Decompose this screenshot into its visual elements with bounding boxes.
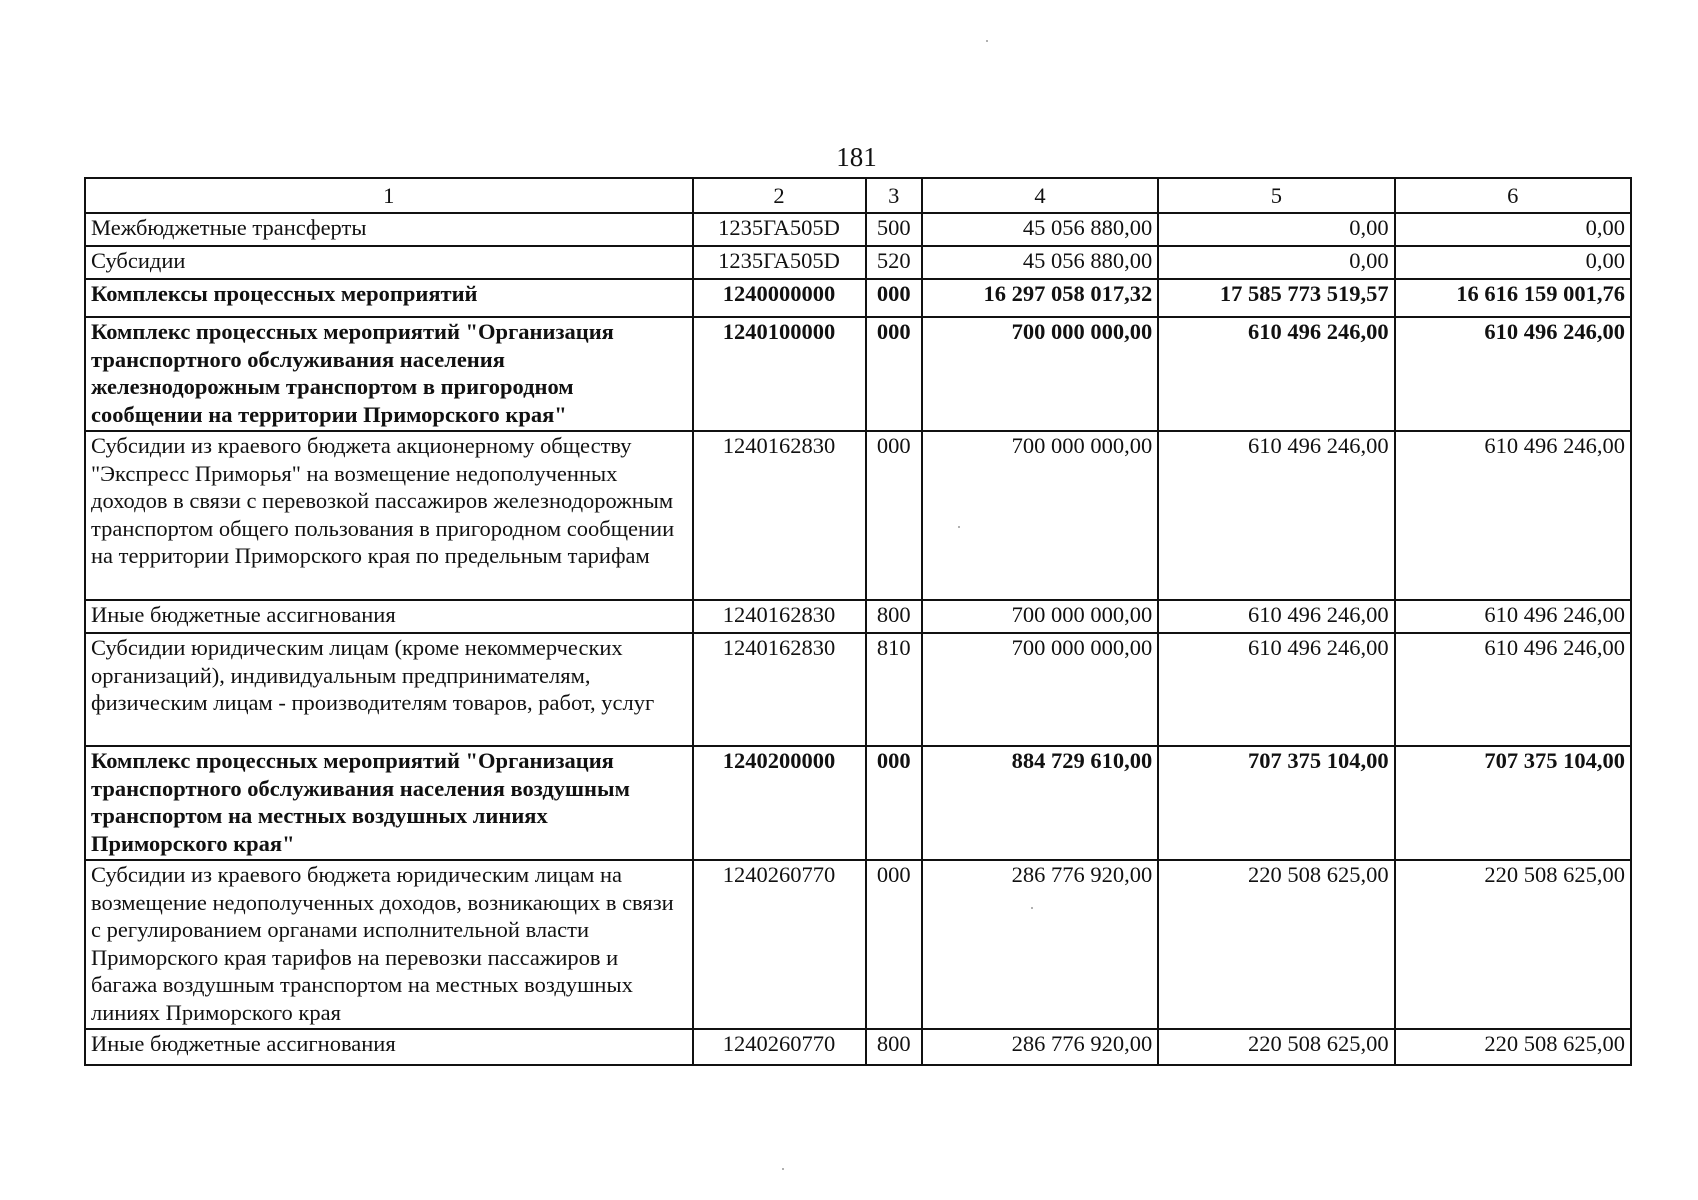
row-kind: 000 <box>866 279 922 317</box>
row-amount-1: 45 056 880,00 <box>922 213 1158 246</box>
row-name: Иные бюджетные ассигнования <box>85 1029 693 1065</box>
column-number-row <box>85 178 1631 213</box>
table-row <box>85 1029 1631 1065</box>
row-amount-3: 0,00 <box>1395 213 1631 246</box>
column-header-code: 2 <box>693 178 866 213</box>
column-header-name: 1 <box>85 178 693 213</box>
row-name: Комплекс процессных мероприятий "Организация транспортного обслуживания населения железнодорожным транспортом в пригородном сообщении на территории Приморского края" <box>85 317 693 431</box>
row-amount-3: 220 508 625,00 <box>1395 1029 1631 1065</box>
table-row <box>85 746 1631 860</box>
row-amount-2: 0,00 <box>1158 213 1394 246</box>
row-amount-2: 610 496 246,00 <box>1158 431 1394 600</box>
row-amount-3: 610 496 246,00 <box>1395 633 1631 746</box>
row-name: Субсидии <box>85 246 693 279</box>
table-body <box>85 213 1631 1065</box>
row-kind: 000 <box>866 860 922 1029</box>
row-amount-2: 707 375 104,00 <box>1158 746 1394 860</box>
row-code: 1240162830 <box>693 431 866 600</box>
budget-table <box>84 177 1632 1066</box>
row-name: Комплекс процессных мероприятий "Организация транспортного обслуживания населения воздушным транспортом на местных воздушных линиях Приморского края" <box>85 746 693 860</box>
row-name: Иные бюджетные ассигнования <box>85 600 693 633</box>
row-amount-1: 700 000 000,00 <box>922 600 1158 633</box>
row-kind: 000 <box>866 746 922 860</box>
row-code: 1240162830 <box>693 600 866 633</box>
table-row <box>85 213 1631 246</box>
row-amount-2: 220 508 625,00 <box>1158 1029 1394 1065</box>
table-row <box>85 431 1631 600</box>
table-header <box>85 178 1631 213</box>
row-code: 1240162830 <box>693 633 866 746</box>
table-row <box>85 279 1631 317</box>
column-header-amount-2: 5 <box>1158 178 1394 213</box>
row-code: 1235ГА505D <box>693 213 866 246</box>
row-amount-3: 16 616 159 001,76 <box>1395 279 1631 317</box>
row-name: Комплексы процессных мероприятий <box>85 279 693 317</box>
row-kind: 800 <box>866 600 922 633</box>
row-kind: 000 <box>866 317 922 431</box>
row-amount-1: 884 729 610,00 <box>922 746 1158 860</box>
row-amount-2: 220 508 625,00 <box>1158 860 1394 1029</box>
row-amount-3: 610 496 246,00 <box>1395 317 1631 431</box>
row-amount-3: 610 496 246,00 <box>1395 431 1631 600</box>
page-number: 181 <box>836 142 877 172</box>
row-amount-3: 0,00 <box>1395 246 1631 279</box>
row-amount-2: 610 496 246,00 <box>1158 600 1394 633</box>
row-amount-2: 17 585 773 519,57 <box>1158 279 1394 317</box>
scan-speck <box>986 40 988 42</box>
column-header-amount-1: 4 <box>922 178 1158 213</box>
row-kind: 800 <box>866 1029 922 1065</box>
row-amount-1: 700 000 000,00 <box>922 633 1158 746</box>
table-row <box>85 633 1631 746</box>
row-amount-2: 610 496 246,00 <box>1158 317 1394 431</box>
row-code: 1240100000 <box>693 317 866 431</box>
row-amount-2: 0,00 <box>1158 246 1394 279</box>
row-code: 1240000000 <box>693 279 866 317</box>
row-amount-1: 286 776 920,00 <box>922 860 1158 1029</box>
table-row <box>85 860 1631 1029</box>
row-kind: 810 <box>866 633 922 746</box>
row-kind: 500 <box>866 213 922 246</box>
table-row <box>85 246 1631 279</box>
row-amount-1: 16 297 058 017,32 <box>922 279 1158 317</box>
row-name: Субсидии юридическим лицам (кроме некоммерческих организаций), индивидуальным предпринимателям, физическим лицам - производителям товаров, работ, услуг <box>85 633 693 746</box>
row-amount-2: 610 496 246,00 <box>1158 633 1394 746</box>
row-code: 1240200000 <box>693 746 866 860</box>
row-code: 1235ГА505D <box>693 246 866 279</box>
scan-speck <box>958 526 960 528</box>
table-row <box>85 317 1631 431</box>
row-name: Субсидии из краевого бюджета юридическим лицам на возмещение недополученных доходов, возникающих в связи с регулированием органами исполнительной власти Приморского края тарифов на перевозки пассажиров и багажа воздушным транспортом на местных воздушных линиях Приморского края <box>85 860 693 1029</box>
row-kind: 520 <box>866 246 922 279</box>
row-amount-1: 700 000 000,00 <box>922 317 1158 431</box>
row-name: Межбюджетные трансферты <box>85 213 693 246</box>
row-amount-3: 610 496 246,00 <box>1395 600 1631 633</box>
row-amount-1: 700 000 000,00 <box>922 431 1158 600</box>
row-amount-1: 286 776 920,00 <box>922 1029 1158 1065</box>
row-code: 1240260770 <box>693 860 866 1029</box>
row-code: 1240260770 <box>693 1029 866 1065</box>
column-header-kind: 3 <box>866 178 922 213</box>
row-name: Субсидии из краевого бюджета акционерному обществу "Экспресс Приморья" на возмещение недополученных доходов в связи с перевозкой пассажиров железнодорожным транспортом общего пользования в пригородном сообщении на территории Приморского края по предельным тарифам <box>85 431 693 600</box>
scan-speck <box>1031 907 1033 909</box>
row-amount-3: 220 508 625,00 <box>1395 860 1631 1029</box>
table-row <box>85 600 1631 633</box>
column-header-amount-3: 6 <box>1395 178 1631 213</box>
row-amount-1: 45 056 880,00 <box>922 246 1158 279</box>
row-amount-3: 707 375 104,00 <box>1395 746 1631 860</box>
scan-speck <box>782 1168 784 1170</box>
row-kind: 000 <box>866 431 922 600</box>
